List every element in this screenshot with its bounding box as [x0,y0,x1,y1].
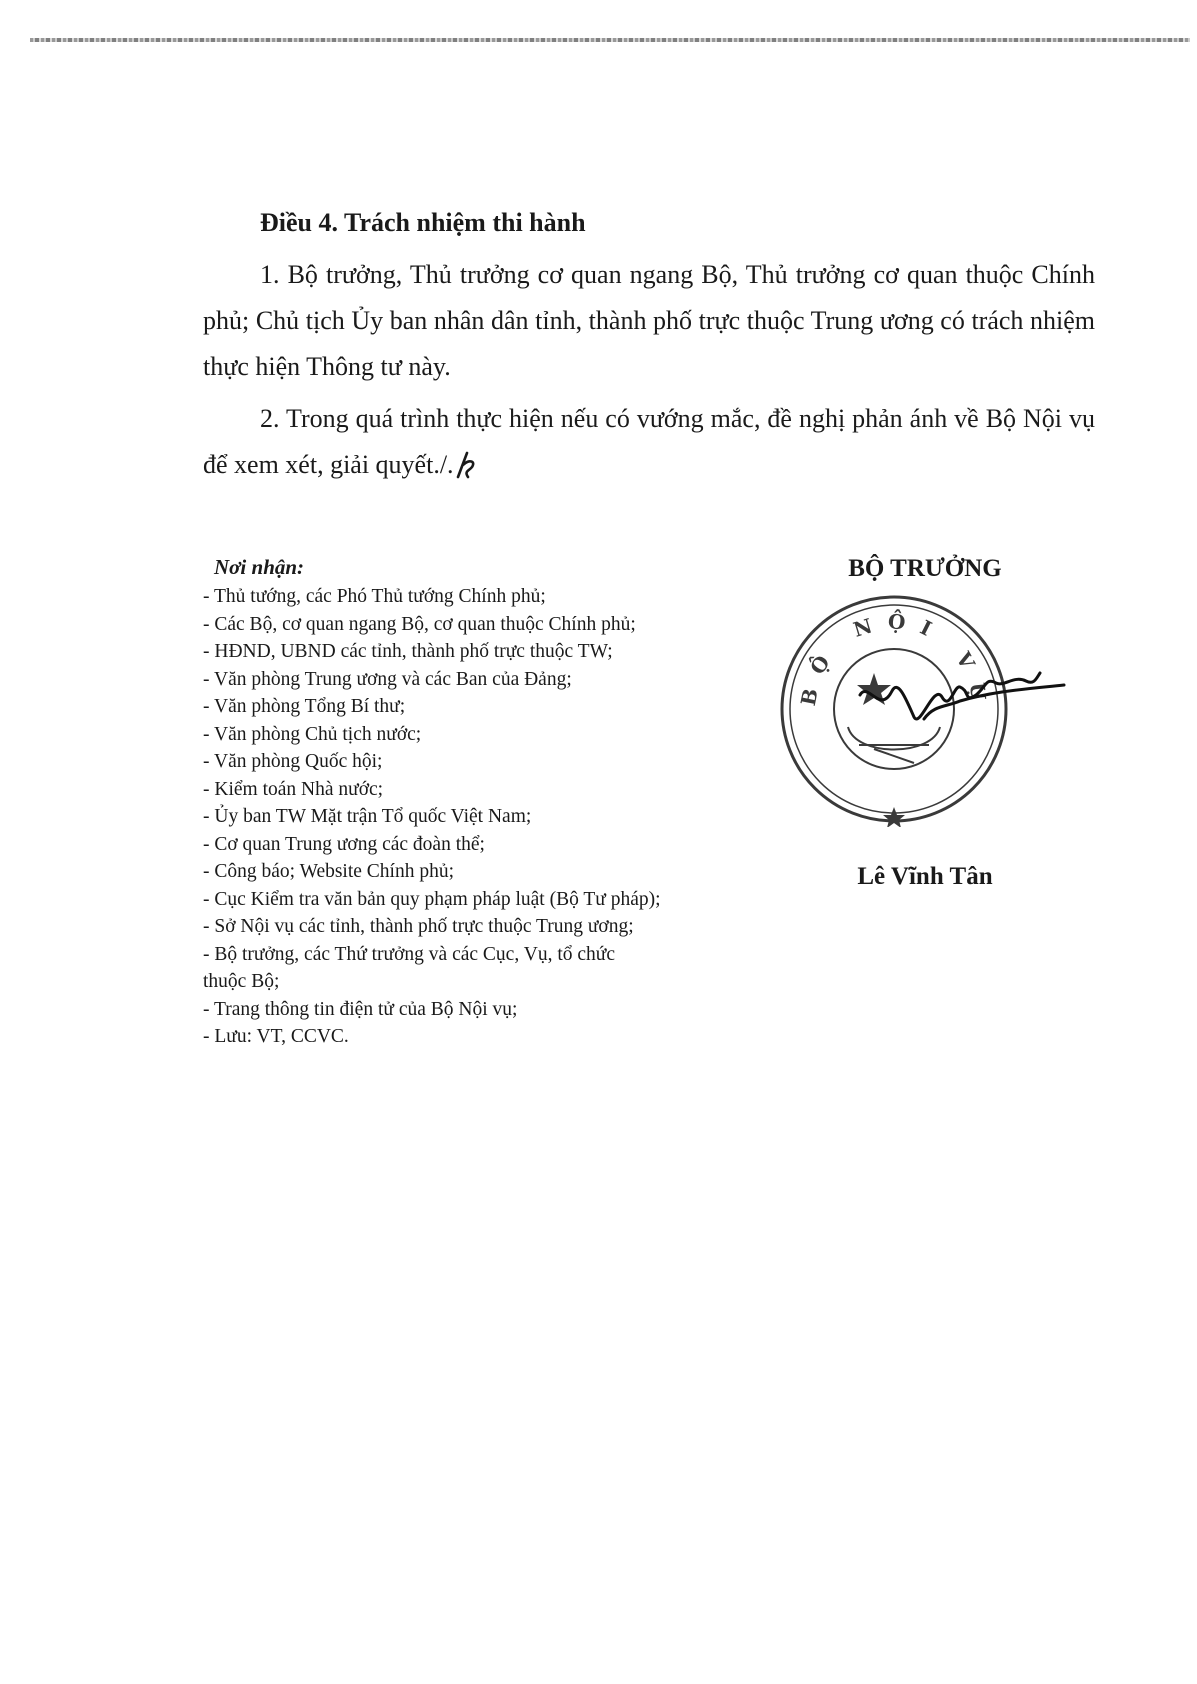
seal-text: BỘ NỘI VỤ [795,608,993,716]
recipient-item: - Công báo; Website Chính phủ; [203,861,455,882]
recipient-item: - Văn phòng Tổng Bí thư; [203,696,406,717]
recipient-item: - Cơ quan Trung ương các đoàn thể; [203,833,485,855]
recipients-list [203,583,723,1051]
recipients-block [203,553,723,1051]
recipient-item: - Trang thông tin điện tử của Bộ Nội vụ; [203,998,518,1020]
recipient-item: - Ủy ban TW Mặt trận Tổ quốc Việt Nam; [203,806,532,827]
paragraph-2 [203,396,1095,488]
recipient-item: - Thủ tướng, các Phó Thủ tướng Chính phủ; [203,586,546,607]
recipient-item: - Các Bộ, cơ quan ngang Bộ, cơ quan thuộc Chính phủ; [203,613,636,635]
paragraph-2-text: 2. Trong quá trình thực hiện nếu có vướng mắc, đề nghị phản ánh về Bộ Nội vụ để xem xét, giải quyết./. [203,404,1095,479]
article-heading: Điều 4. Trách nhiệm thi hành [260,208,586,237]
recipients-title: Nơi nhận: [214,555,305,579]
initials-mark-icon [454,449,482,479]
scan-edge-artifact [30,38,1190,42]
recipient-item: - Bộ trưởng, các Thứ trưởng và các Cục, Vụ, tổ chức thuộc Bộ; [203,943,615,992]
signer-name: Lê Vĩnh Tân [857,863,993,890]
recipient-item: - Lưu: VT, CCVC. [203,1026,349,1047]
recipient-item: - Văn phòng Trung ương và các Ban của Đảng; [203,668,572,690]
recipient-item: - Sở Nội vụ các tỉnh, thành phố trực thuộc Trung ương; [203,916,634,937]
recipient-item: - Văn phòng Chủ tịch nước; [203,723,422,745]
recipient-item: - Kiểm toán Nhà nước; [203,778,384,800]
recipient-item: - Cục Kiểm tra văn bản quy phạm pháp luật (Bộ Tư pháp); [203,888,661,910]
paragraph-1: 1. Bộ trưởng, Thủ trưởng cơ quan ngang Bộ, Thủ trưởng cơ quan thuộc Chính phủ; Chủ tịch Ủy ban nhân dân tỉnh, thành phố trực thuộc Trung ương có trách nhiệm thực hiện Thông tư này. [203,260,1095,381]
official-seal-icon [764,587,1100,827]
recipient-item: - Văn phòng Quốc hội; [203,751,383,772]
signature-title: BỘ TRƯỞNG [848,555,1002,582]
recipient-item: - HĐND, UBND các tỉnh, thành phố trực thuộc TW; [203,641,613,662]
